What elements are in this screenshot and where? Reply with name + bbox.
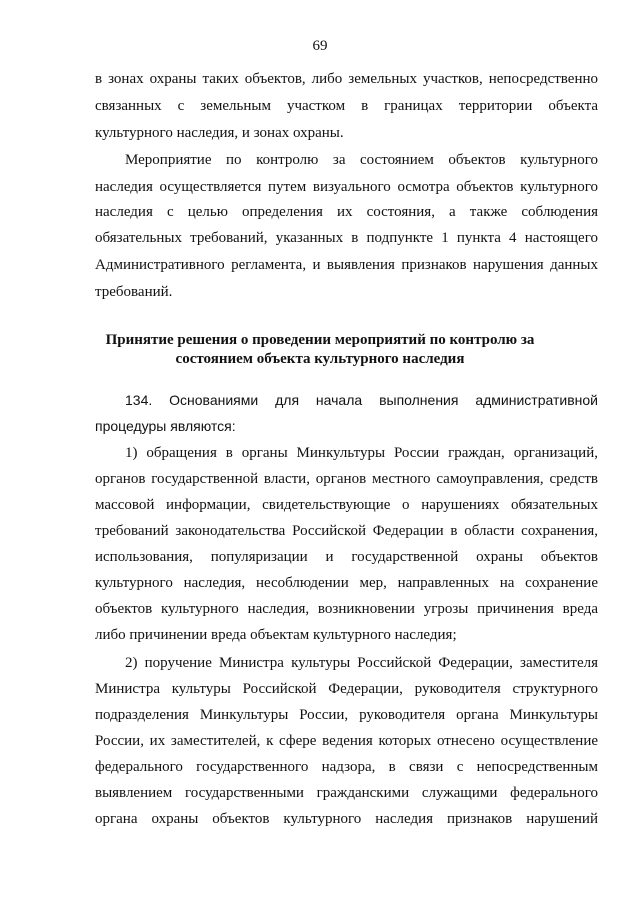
text-line: в зонах охраны таких объектов, либо земельных участков, непосредственно	[95, 71, 598, 87]
text-line: наследия с целью определения их состояния, а также соблюдения	[95, 204, 598, 220]
text-line: требований.	[95, 284, 173, 300]
list-item-line: федерального государственного надзора, в связи с непосредственным	[95, 759, 598, 775]
list-item-line: органов государственной власти, органов местного самоуправления, средств	[95, 471, 598, 487]
list-item-line: 2) поручение Министра культуры Российской Федерации, заместителя	[125, 655, 598, 671]
text-line: Мероприятие по контролю за состоянием объектов культурного	[125, 152, 598, 168]
list-item-line: массовой информации, свидетельствующие о нарушениях обязательных	[95, 497, 598, 513]
section-heading: состоянием объекта культурного наследия	[175, 351, 465, 367]
text-line: 134. Основаниями для начала выполнения административной	[125, 392, 598, 408]
list-item-line: культурного наследия, несоблюдении мер, направленных на сохранение	[95, 575, 598, 591]
text-line: обязательных требований, указанных в подпункте 1 пункта 4 настоящего	[95, 230, 598, 246]
section-heading: Принятие решения о проведении мероприятий по контролю за	[105, 332, 535, 348]
text-line: наследия осуществляется путем визуального осмотра объектов культурного	[95, 179, 598, 195]
page-number: 69	[312, 38, 328, 54]
list-item-line: России, их заместителей, к сфере ведения которых отнесено осуществление	[95, 733, 598, 749]
text-line: связанных с земельным участком в границах территории объекта	[95, 98, 598, 114]
list-item-line: Министра культуры Российской Федерации, руководителя структурного	[95, 681, 598, 697]
list-item-line: либо причинении вреда объектам культурного наследия;	[95, 627, 457, 643]
list-item-line: органа охраны объектов культурного наследия признаков нарушений	[95, 811, 598, 827]
text-line: культурного наследия, и зонах охраны.	[95, 125, 344, 141]
list-item-line: 1) обращения в органы Минкультуры России граждан, организаций,	[125, 445, 598, 461]
list-item-line: подразделения Минкультуры России, руководителя органа Минкультуры	[95, 707, 598, 723]
text-line: процедуры являются:	[95, 418, 236, 434]
text-line: Административного регламента, и выявления признаков нарушения данных	[95, 257, 598, 273]
list-item-line: использования, популяризации и государственной охраны объектов	[95, 549, 598, 565]
list-item-line: требований законодательства Российской Федерации в области сохранения,	[95, 523, 598, 539]
list-item-line: объектов культурного наследия, возникновении угрозы причинения вреда	[95, 601, 598, 617]
list-item-line: выявлением государственными гражданскими служащими федерального	[95, 785, 598, 801]
